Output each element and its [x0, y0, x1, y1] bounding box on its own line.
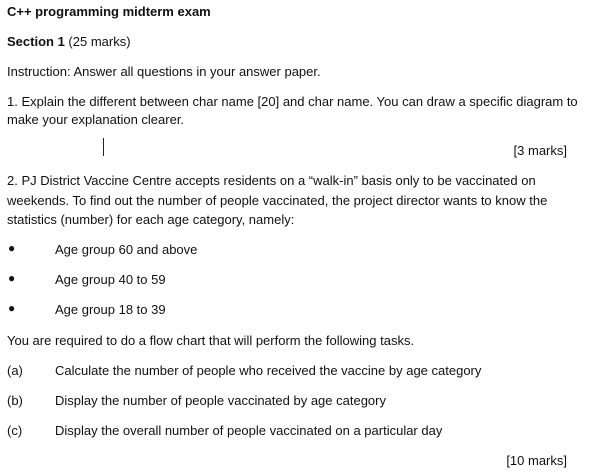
task-label: (b) — [7, 393, 23, 408]
task-text: Display the number of people vaccinated by age category — [55, 393, 386, 408]
question-2-marks: [10 marks] — [506, 453, 567, 468]
question-1-line-2: make your explanation clearer. — [7, 112, 185, 127]
bullet-text: Age group 60 and above — [55, 242, 198, 257]
section-marks: (25 marks) — [68, 34, 131, 49]
question-1-marks: [3 marks] — [513, 143, 567, 158]
bullet-text: Age group 40 to 59 — [55, 272, 166, 287]
bullet-icon: ● — [8, 241, 16, 255]
bullet-icon: ● — [8, 301, 16, 315]
section-heading — [7, 34, 131, 49]
bullet-text: Age group 18 to 39 — [55, 302, 166, 317]
text-cursor — [103, 138, 104, 156]
task-text: Display the overall number of people vaccinated on a particular day — [55, 423, 443, 438]
exam-title: C++ programming midterm exam — [7, 4, 211, 19]
question-2-line-3: statistics (number) for each age category, namely: — [7, 212, 295, 227]
task-label: (a) — [7, 363, 23, 378]
section-label: Section 1 — [7, 34, 65, 49]
question-2-line-1: 2. PJ District Vaccine Centre accepts residents on a “walk-in” basis only to be vaccinated on — [7, 173, 536, 188]
question-1-line-1: 1. Explain the different between char name [20] and char name. You can draw a specific diagram to — [7, 94, 578, 109]
instruction-text: Instruction: Answer all questions in your answer paper. — [7, 64, 321, 79]
task-text: Calculate the number of people who received the vaccine by age category — [55, 363, 482, 378]
task-intro: You are required to do a flow chart that will perform the following tasks. — [7, 333, 415, 348]
question-2-line-2: weekends. To find out the number of people vaccinated, the project director wants to know the — [7, 193, 548, 208]
task-label: (c) — [7, 423, 23, 438]
bullet-icon: ● — [8, 271, 16, 285]
